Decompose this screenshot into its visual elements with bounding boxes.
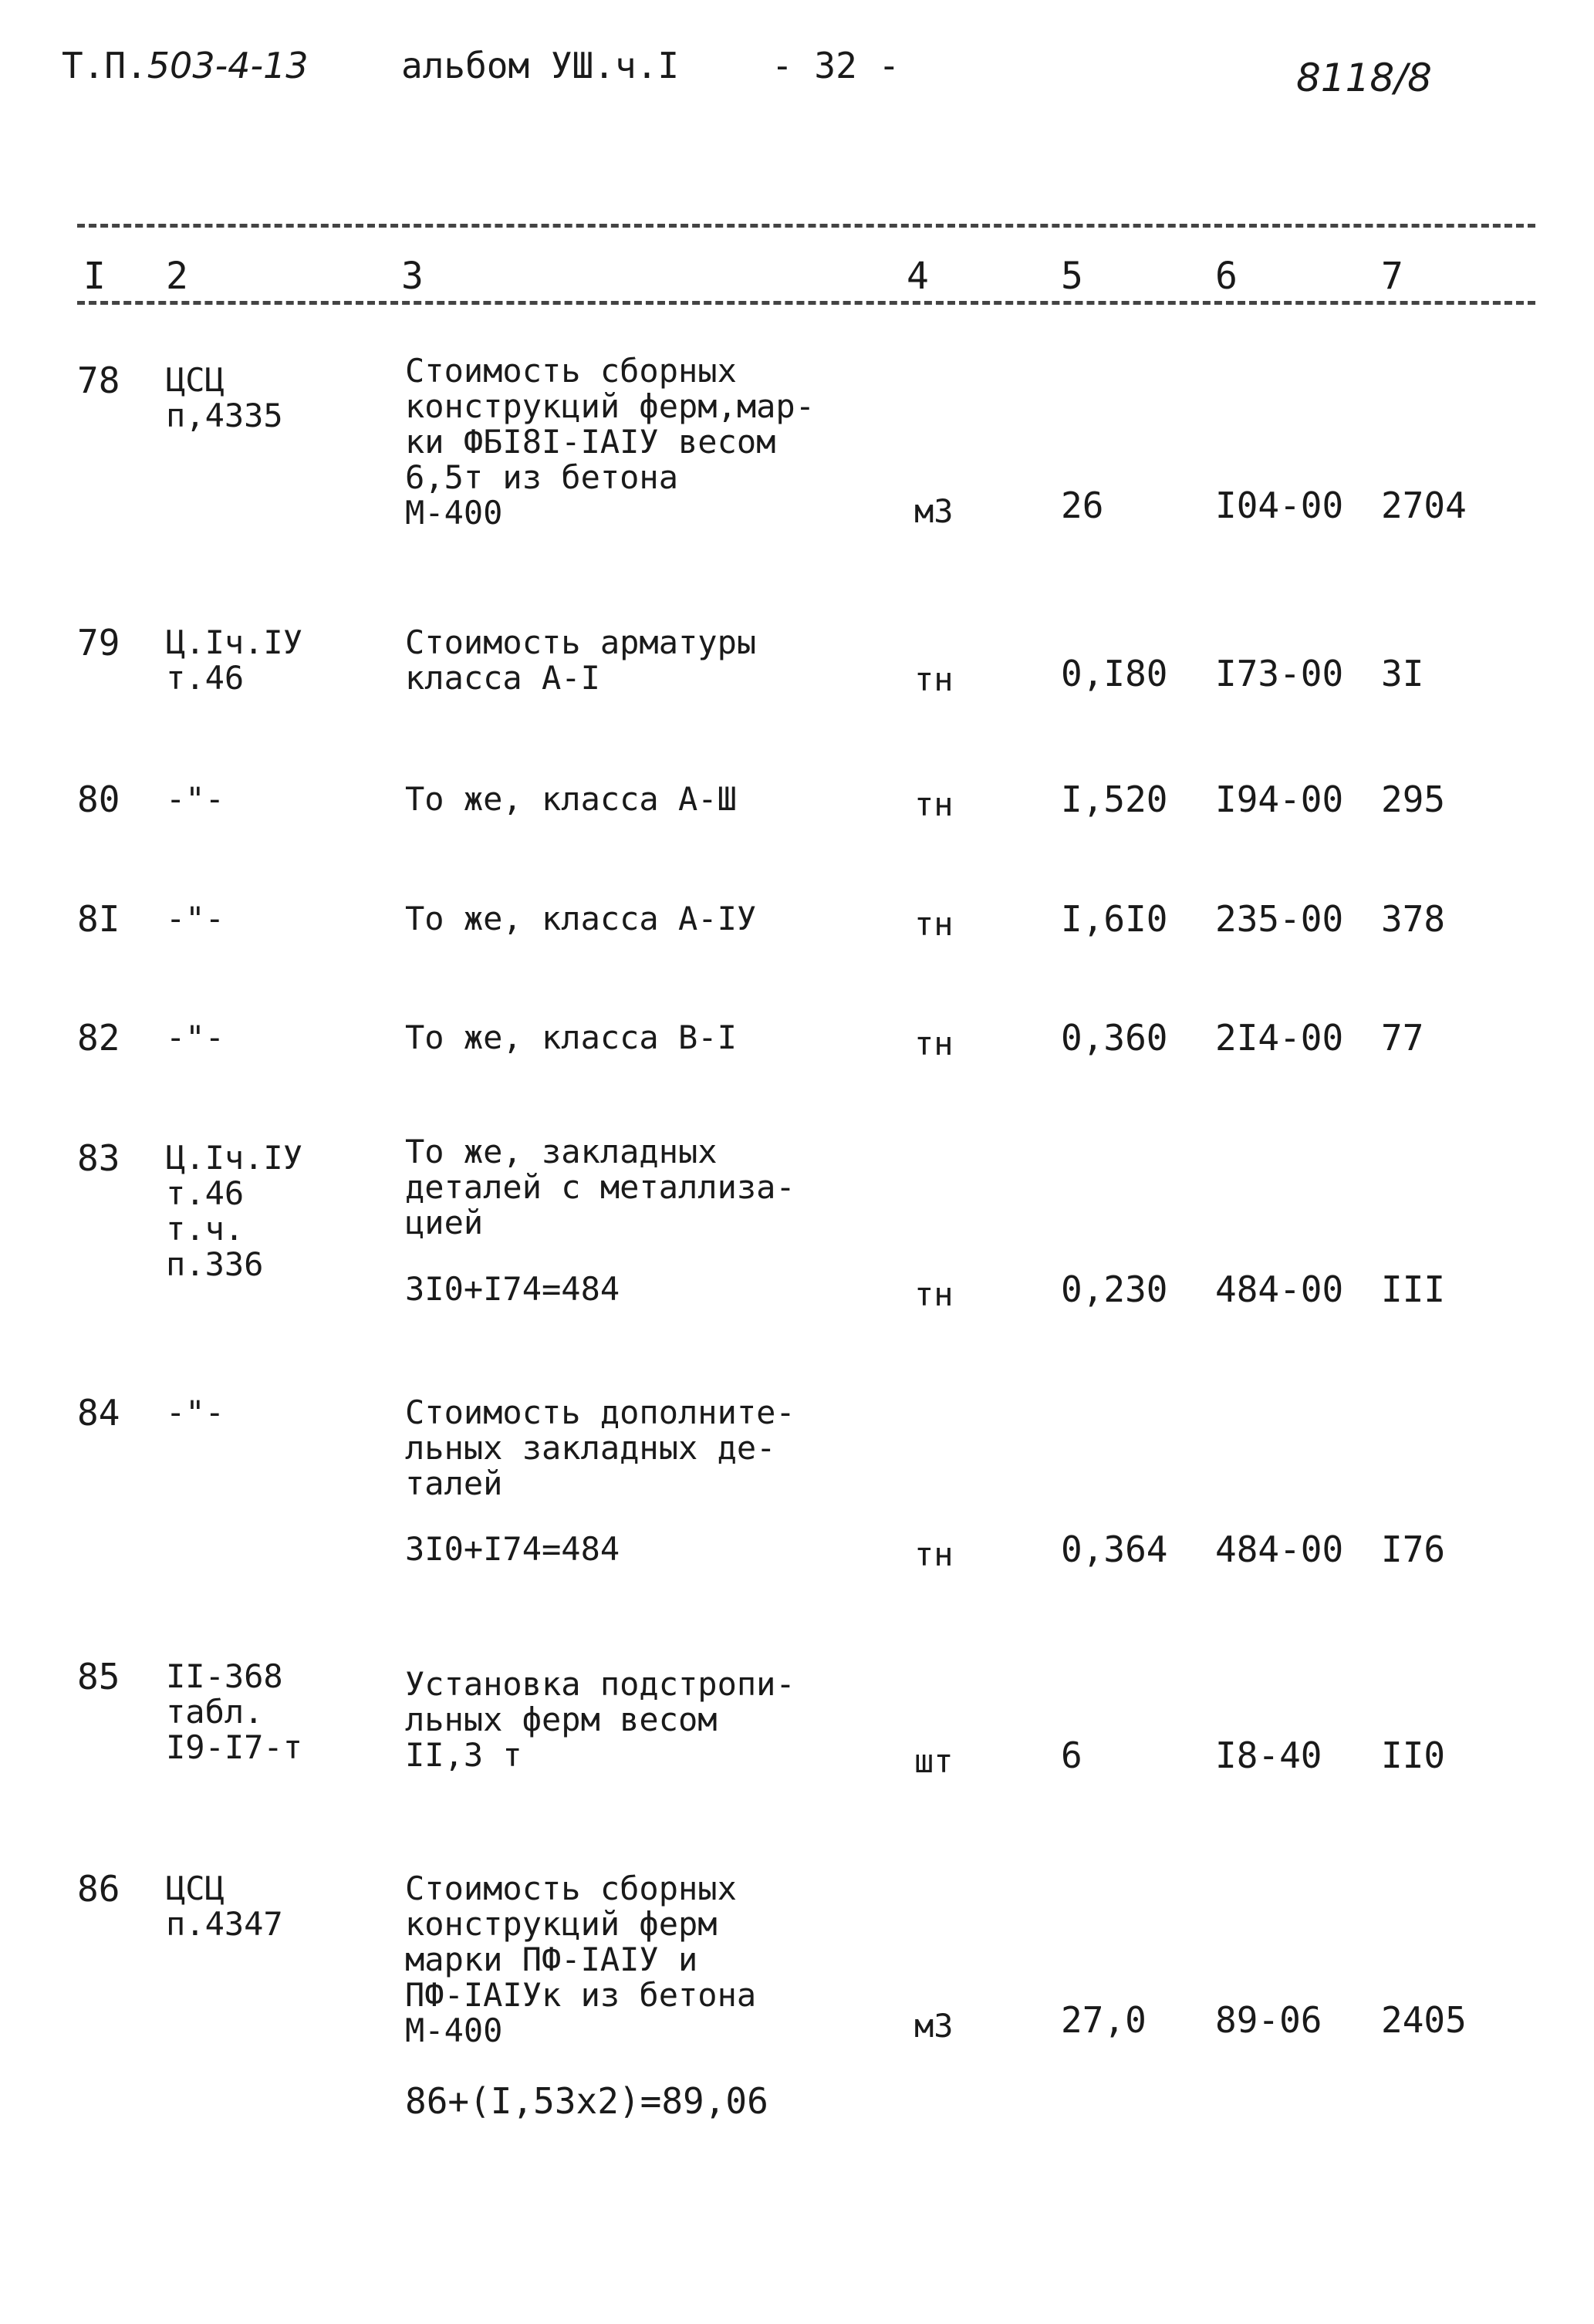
- col-header-3: 3: [401, 255, 424, 298]
- row-79-description: Стоимость арматуры класса А-I: [405, 623, 757, 697]
- row-83-description: То же, закладных деталей с металлиза- цией: [405, 1133, 795, 1241]
- col-header-6: 6: [1215, 255, 1238, 298]
- row-85-total: II0: [1381, 1735, 1446, 1776]
- row-81-number: 8I: [77, 898, 120, 940]
- row-81-description: То же, класса А-IУ: [405, 900, 757, 937]
- row-81-unit: тн: [914, 905, 954, 943]
- row-86-unit: м3: [914, 2007, 954, 2045]
- table-header-rule: [77, 301, 1535, 305]
- row-86-price: 89-06: [1215, 1999, 1322, 2041]
- row-85-price: I8-40: [1215, 1735, 1322, 1776]
- row-84-unit: тн: [914, 1535, 954, 1573]
- row-85-description: Установка подстропи- льных ферм весом II,3 т: [405, 1665, 795, 1774]
- row-86-formula: 86+(I,53x2)=89,06: [405, 2080, 768, 2122]
- row-78-reference: ЦСЦ п,4335: [166, 361, 283, 434]
- row-80-quantity: I,520: [1061, 779, 1168, 820]
- row-82-unit: тн: [914, 1025, 954, 1062]
- row-80-number: 80: [77, 779, 120, 820]
- row-83-reference: Ц.Iч.IУ т.46 т.ч. п.336: [166, 1139, 303, 1283]
- row-81-price: 235-00: [1215, 898, 1344, 940]
- row-85-number: 85: [77, 1656, 120, 1697]
- row-79-total: 3I: [1381, 653, 1424, 694]
- row-79-unit: тн: [914, 660, 954, 698]
- row-83-total: III: [1381, 1268, 1446, 1310]
- row-80-reference: -"-: [166, 780, 225, 818]
- code-prefix: Т.П.: [62, 45, 147, 86]
- row-84-reference: -"-: [166, 1393, 225, 1431]
- row-86-number: 86: [77, 1868, 120, 1910]
- header-album: альбом УШ.ч.I: [401, 45, 680, 86]
- row-86-total: 2405: [1381, 1999, 1467, 2041]
- row-79-price: I73-00: [1215, 653, 1344, 694]
- row-85-reference: II-368 табл. I9-I7-т: [166, 1657, 303, 1766]
- row-83-number: 83: [77, 1137, 120, 1179]
- row-85-quantity: 6: [1061, 1735, 1082, 1776]
- row-84-quantity: 0,364: [1061, 1529, 1168, 1570]
- row-82-price: 2I4-00: [1215, 1017, 1344, 1059]
- col-header-1: I: [83, 255, 106, 298]
- row-82-total: 77: [1381, 1017, 1424, 1059]
- row-79-number: 79: [77, 622, 120, 664]
- code-number: 503-4-13: [147, 45, 309, 86]
- col-header-2: 2: [166, 255, 188, 298]
- col-header-7: 7: [1381, 255, 1403, 298]
- row-81-reference: -"-: [166, 900, 225, 937]
- row-78-quantity: 26: [1061, 485, 1104, 526]
- row-79-quantity: 0,I80: [1061, 653, 1168, 694]
- row-84-description: Стоимость дополните- льных закладных де- талей: [405, 1393, 795, 1502]
- row-78-number: 78: [77, 360, 120, 401]
- row-86-reference: ЦСЦ п.4347: [166, 1870, 283, 1943]
- row-85-unit: шт: [914, 1742, 954, 1780]
- row-81-quantity: I,6I0: [1061, 898, 1168, 940]
- row-78-price: I04-00: [1215, 485, 1344, 526]
- row-86-description: Стоимость сборных конструкций ферм марки ПФ-IAIУ и ПФ-IAIУк из бетона М-400: [405, 1870, 757, 2049]
- header-sheet-number: 8118/8: [1296, 56, 1432, 100]
- row-82-reference: -"-: [166, 1018, 225, 1056]
- row-84-price: 484-00: [1215, 1529, 1344, 1570]
- row-83-unit: тн: [914, 1275, 954, 1313]
- row-78-description: Стоимость сборных конструкций ферм,мар- ки ФБI8I-IAIУ весом 6,5т из бетона М-400: [405, 352, 816, 532]
- row-83-quantity: 0,230: [1061, 1268, 1168, 1310]
- header-page-number: - 32 -: [772, 45, 900, 86]
- row-82-quantity: 0,360: [1061, 1017, 1168, 1059]
- row-82-description: То же, класса В-I: [405, 1018, 737, 1056]
- header-project-code: [62, 45, 309, 86]
- row-86-quantity: 27,0: [1061, 1999, 1147, 2041]
- row-80-description: То же, класса А-Ш: [405, 780, 737, 818]
- row-84-formula: 3I0+I74=484: [405, 1530, 620, 1568]
- row-80-price: I94-00: [1215, 779, 1344, 820]
- row-82-number: 82: [77, 1017, 120, 1059]
- row-81-total: 378: [1381, 898, 1446, 940]
- row-84-total: I76: [1381, 1529, 1446, 1570]
- row-83-price: 484-00: [1215, 1268, 1344, 1310]
- row-83-formula: 3I0+I74=484: [405, 1270, 620, 1308]
- row-80-unit: тн: [914, 785, 954, 823]
- row-80-total: 295: [1381, 779, 1446, 820]
- row-78-unit: м3: [914, 492, 954, 530]
- col-header-4: 4: [907, 255, 929, 298]
- table-top-rule: [77, 224, 1535, 228]
- row-79-reference: Ц.Iч.IУ т.46: [166, 623, 303, 697]
- row-84-number: 84: [77, 1392, 120, 1434]
- row-78-total: 2704: [1381, 485, 1467, 526]
- col-header-5: 5: [1061, 255, 1083, 298]
